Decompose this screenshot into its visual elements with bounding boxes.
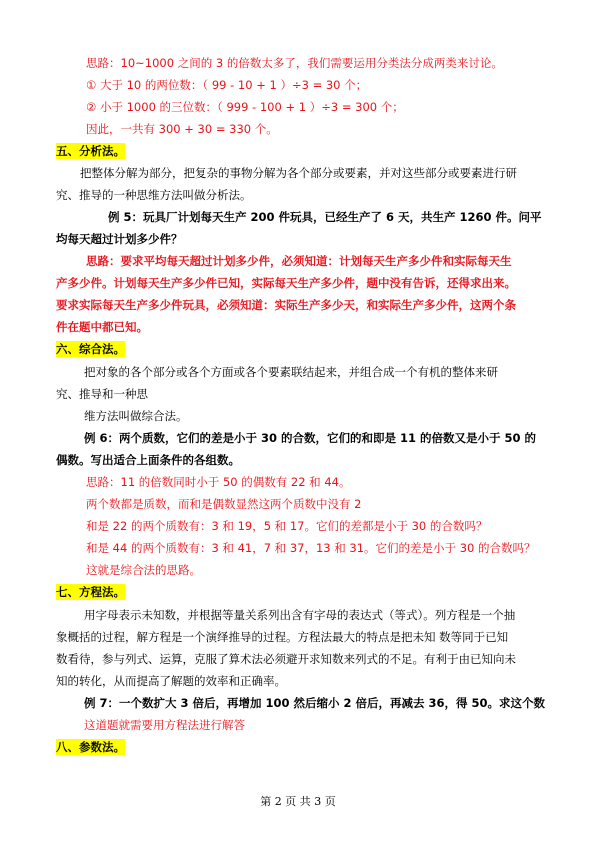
paragraph-line: 把整体分解为部分，把复杂的事物分解为各个部分或要素，并对这些部分或要素进行研 [80, 166, 517, 180]
paragraph-line: 象概括的过程，解方程是一个演绎推导的过程。方程法最大的特点是把未知 数等同于已知 [56, 630, 509, 644]
example-line: 例 6：两个质数，它们的差是小于 30 的合数，它们的和即是 11 的倍数又是小于 50 的 [84, 431, 537, 445]
example-line: 偶数。写出适合上面条件的各组数。 [56, 453, 240, 467]
paragraph-line: 件在题中都已知。 [56, 320, 148, 334]
paragraph-line: 思路：11 的倍数同时小于 50 的偶数有 22 和 44。 [86, 475, 351, 489]
paragraph-line: ② 小于 1000 的三位数：（ 999 - 100 + 1 ）÷3 = 300 个； [86, 100, 404, 114]
paragraph-line: 因此，一共有 300 + 30 = 330 个。 [86, 122, 278, 136]
paragraph-line: 思路：要求平均每天超过计划多少件，必须知道：计划每天生产多少件和实际每天生 [86, 254, 512, 268]
paragraph-line: 究、推导和一种思 [56, 387, 148, 401]
example-line: 例 7：一个数扩大 3 倍后，再增加 100 然后缩小 2 倍后，再减去 36，得 50。求这个数 [84, 696, 546, 710]
paragraph-line: 用字母表示未知数，并根据等量关系列出含有字母的表达式（等式）。列方程是一个抽 [84, 608, 516, 622]
paragraph-line: 这就是综合法的思路。 [86, 563, 201, 577]
example-line: 例 5：玩具厂计划每天生产 200 件玩具，已经生产了 6 天，共生产 1260 件。问平 [108, 210, 542, 224]
example-line: 均每天超过计划多少件？ [56, 232, 183, 246]
paragraph-line: 知的转化，从而提高了解题的效率和正确率。 [56, 674, 286, 688]
paragraph-line: 思路：10~1000 之间的 3 的倍数太多了，我们需要运用分类法分成两类来讨论。 [86, 56, 503, 70]
paragraph-line: ① 大于 10 的两位数：（ 99 - 10 + 1 ）÷3 = 30 个； [86, 78, 368, 92]
section-heading: 七、方程法。 [56, 585, 125, 599]
section-heading: 八、参数法。 [56, 740, 125, 754]
paragraph-line: 要求实际每天生产多少件玩具，必须知道：实际生产多少天，和实际生产多少件，这两个条 [56, 298, 516, 312]
paragraph-line: 究、推导的一种思维方法叫做分析法。 [56, 188, 252, 202]
section-heading: 六、综合法。 [56, 342, 125, 356]
paragraph-line: 数看待，参与列式、运算，克服了算术法必须避开求知数来列式的不足。有利于由已知向未 [56, 652, 516, 666]
paragraph-line: 和是 44 的两个质数有：3 和 41，7 和 37，13 和 31。它们的差是小于 30 的合数吗？ [86, 541, 536, 555]
paragraph-line: 这道题就需要用方程法进行解答 [84, 718, 245, 732]
paragraph-line: 产多少件。计划每天生产多少件已知，实际每天生产多少件，题中没有告诉，还得求出来。 [56, 276, 516, 290]
paragraph-line: 和是 22 的两个质数有：3 和 19，5 和 17。它们的差都是小于 30 的合数吗？ [86, 519, 488, 533]
section-heading: 五、分析法。 [56, 144, 125, 158]
paragraph-line: 把对象的各个部分或各个方面或各个要素联结起来，并组合成一个有机的整体来研 [84, 365, 498, 379]
paragraph-line: 维方法叫做综合法。 [84, 409, 188, 423]
page-footer: 第 2 页 共 3 页 [260, 795, 336, 808]
paragraph-line: 两个数都是质数，而和是偶数显然这两个质数中没有 2 [86, 497, 362, 511]
